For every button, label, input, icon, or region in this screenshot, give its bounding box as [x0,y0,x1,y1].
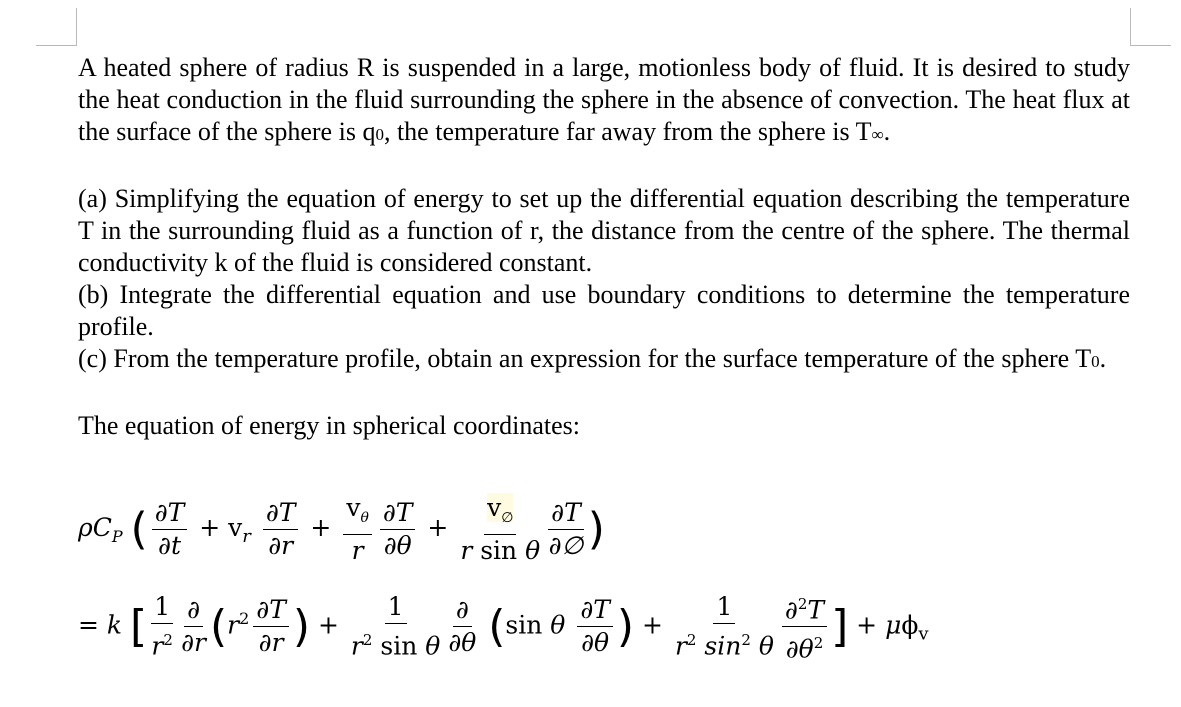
problem-statement [78,52,1130,151]
part-b: (b) Integrate the differential equation and use boundary conditions to determine the temperature profile. [78,280,1130,341]
margin-corner-mark-right [1130,8,1131,46]
document-body [78,52,1130,442]
margin-corner-mark-left [76,8,77,46]
infinity-subscript: ∞ [871,125,884,144]
energy-equation-lhs: $\rho C_P$ ( $\frac{\partial T}{\partial t}$ + $v_r$ $\frac{\partial T}{\partial r}$ + $\frac{v_\theta}{r}$ $\frac{\partial T}{\partial\theta}$ + $\frac{v_\emptyset}{\text{r sin θ}}$ ∂T ∂∅ ) [78,493,605,565]
part-a: (a) Simplifying the equation of energy to set up the differential equation describing the temperature T in the surrounding fluid as a function of r, the distance from the centre of the sphere. The thermal conductivity k of the fluid is considered constant. [78,184,1130,277]
part-c-end: . [1099,344,1107,373]
problem-text-mid: , the temperature far away from the sphere is T [383,117,872,146]
part-c [78,343,1130,378]
energy-equation-rhs: = k [ $\frac{1}{r^2}$ ∂ ∂r ($r^2$ $\frac{\partial T}{\partial r}$ ) + $\frac{1}{r^2 \sin \theta}$ ∂ ∂θ (sin θ $\frac{\partial T}{\partial\theta}$ ) + $\frac{1}{r^2 \sin^2 \theta}$ $\frac{\partial^2T}{\partial\theta^2}$ ] + $\mu\phi_v$ [78,590,929,664]
margin-corner-mark-right-horizontal [1130,45,1171,46]
part-c-text: (c) From the temperature profile, obtain an expression for the surface temperature of the sphere T [78,344,1092,373]
problem-text: A heated sphere of radius R is suspended in a large, motionless body of fluid. It is desired to study the heat conduction in the fluid surrounding the sphere in the absence of convection. The heat flux at the surface of the sphere is q [78,53,1130,146]
energy-equation-intro: The equation of energy in spherical coordinates: [78,411,581,440]
heat-flux-subscript: 0 [375,125,384,144]
margin-corner-mark-left-horizontal [36,45,77,46]
problem-text-end: . [883,117,891,146]
surface-temp-subscript: 0 [1091,352,1100,371]
